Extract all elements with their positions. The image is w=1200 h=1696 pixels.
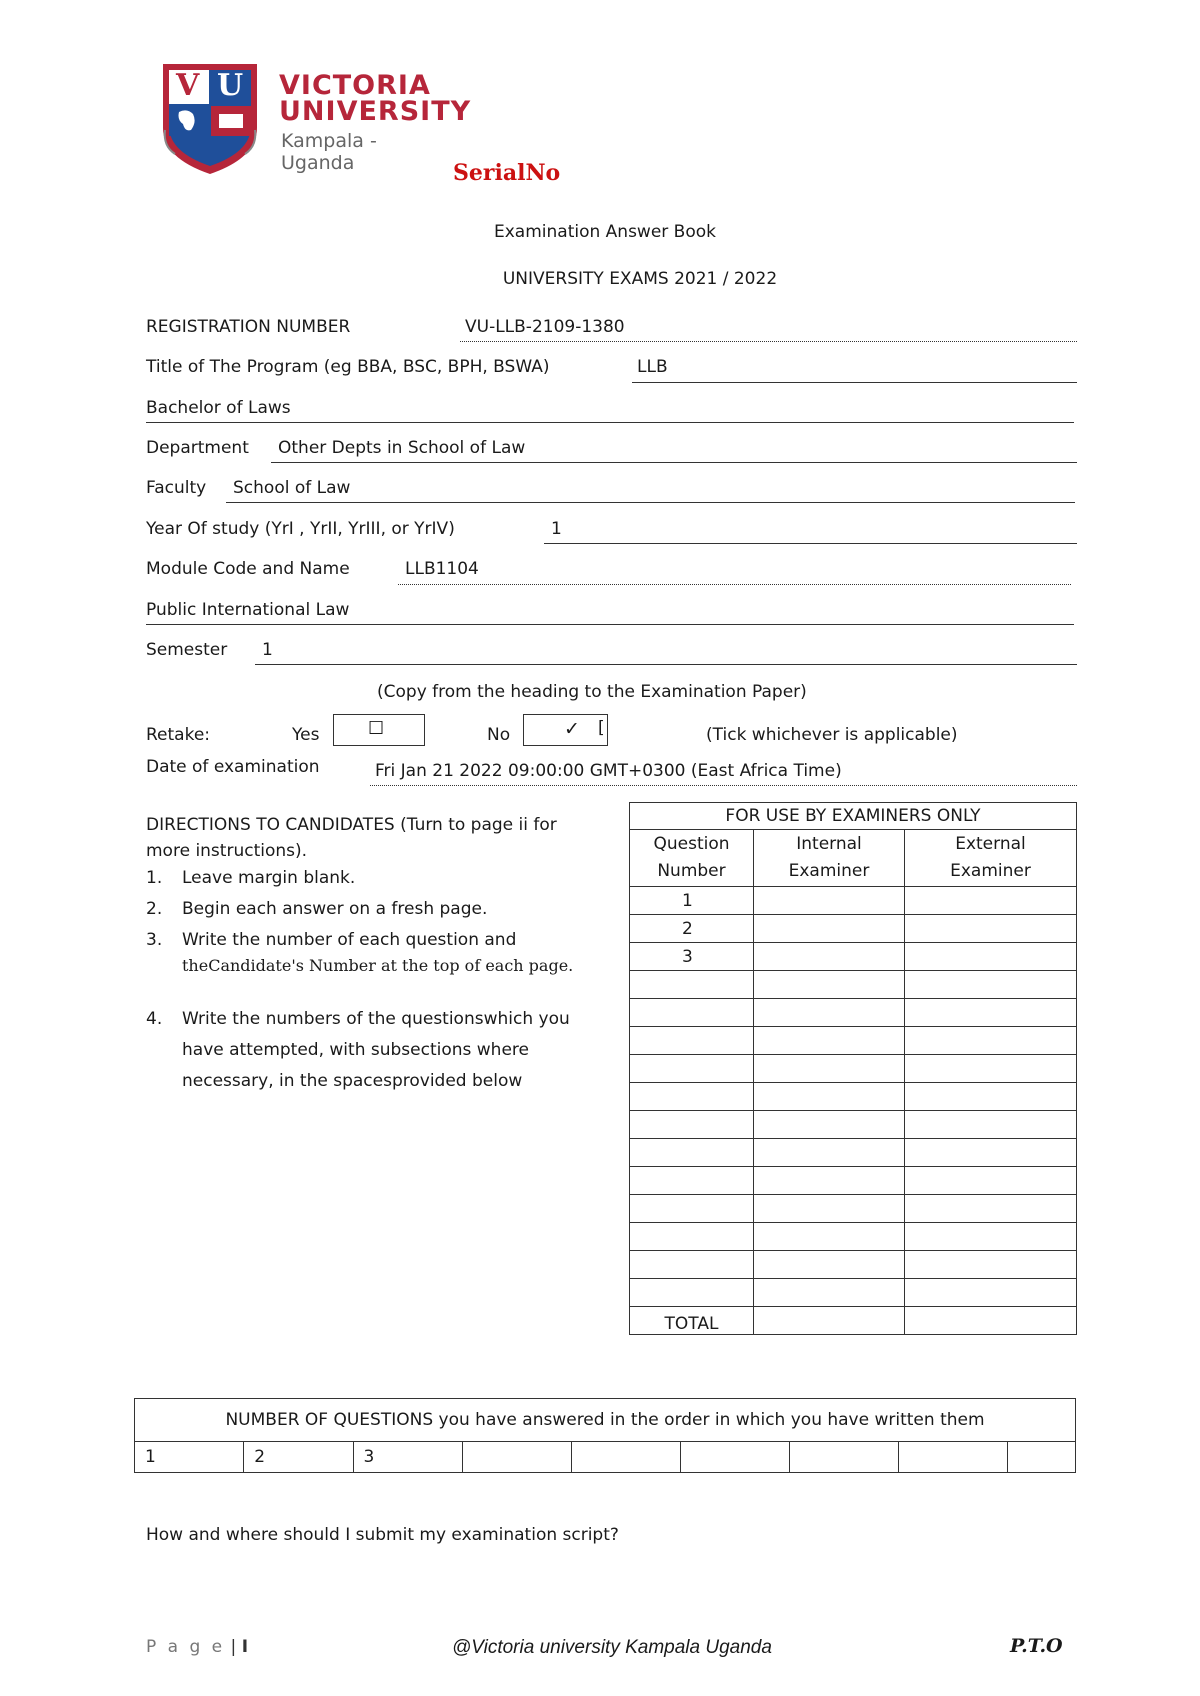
external-examiner-cell[interactable]	[905, 1055, 1077, 1083]
date-line	[370, 785, 1077, 786]
col-question-line2: Number	[657, 861, 726, 881]
examiners-table-row	[630, 1111, 1077, 1139]
question-order-cell[interactable]	[680, 1442, 789, 1473]
reg-value[interactable]: VU-LLB-2109-1380	[465, 317, 625, 337]
external-examiner-cell[interactable]	[905, 915, 1077, 943]
total-external-cell[interactable]	[905, 1307, 1077, 1335]
question-order-cell[interactable]: 1	[135, 1442, 244, 1473]
examiners-table-row	[630, 915, 1077, 943]
logo-name-line1: VICTORIA	[279, 70, 431, 101]
direction-text-cont: theCandidate's Number at the top of each page.	[182, 956, 574, 975]
internal-examiner-cell[interactable]	[754, 1027, 905, 1055]
examiners-table-row	[630, 1083, 1077, 1111]
internal-examiner-cell[interactable]	[754, 1279, 905, 1307]
external-examiner-cell[interactable]	[905, 1139, 1077, 1167]
logo-letter-v: V	[176, 68, 200, 103]
faculty-label: Faculty	[146, 478, 207, 498]
internal-examiner-cell[interactable]	[754, 915, 905, 943]
external-examiner-cell[interactable]	[905, 1251, 1077, 1279]
external-examiner-cell[interactable]	[905, 1027, 1077, 1055]
program-label: Title of The Program (eg BBA, BSC, BPH, BSWA)	[146, 357, 550, 377]
internal-examiner-cell[interactable]	[754, 943, 905, 971]
tick-note: (Tick whichever is applicable)	[706, 725, 958, 745]
col-internal-line2: Examiner	[788, 861, 870, 881]
question-number-cell: 3	[630, 943, 754, 971]
col-question-header	[630, 830, 754, 887]
external-examiner-cell[interactable]	[905, 999, 1077, 1027]
col-internal-line1: Internal	[796, 834, 862, 854]
question-order-cell[interactable]	[1008, 1442, 1076, 1473]
question-number-cell	[630, 1167, 754, 1195]
checkbox-empty-icon: ☐	[368, 718, 385, 739]
footer-page-num: I	[241, 1637, 249, 1657]
questions-answered-table	[134, 1398, 1076, 1473]
department-value[interactable]: Other Depts in School of Law	[278, 438, 526, 458]
footer-page	[146, 1637, 248, 1657]
direction-item	[146, 899, 488, 919]
serial-label: SerialNo	[453, 160, 561, 186]
internal-examiner-cell[interactable]	[754, 999, 905, 1027]
directions-heading-2: more instructions).	[146, 841, 308, 861]
direction-text: Write the numbers of the questionswhich you	[182, 1009, 570, 1029]
retake-label: Retake:	[146, 725, 211, 745]
faculty-value[interactable]: School of Law	[233, 478, 351, 498]
examiners-table-title: FOR USE BY EXAMINERS ONLY	[630, 803, 1077, 830]
reg-line	[460, 341, 1077, 342]
year-label: Year Of study (YrI , YrII, YrIII, or YrIV)	[146, 519, 455, 539]
external-examiner-cell[interactable]	[905, 1223, 1077, 1251]
question-number-cell	[630, 1055, 754, 1083]
examiners-table-row	[630, 1167, 1077, 1195]
question-number-cell	[630, 999, 754, 1027]
examiners-table-row	[630, 971, 1077, 999]
examiners-table-row	[630, 1223, 1077, 1251]
module-name[interactable]: Public International Law	[146, 600, 350, 620]
col-question-line1: Question	[653, 834, 730, 854]
direction-text-cont: have attempted, with subsections where	[182, 1040, 529, 1060]
directions-heading-1: DIRECTIONS TO CANDIDATES (Turn to page ii for	[146, 815, 557, 835]
direction-text-cont: necessary, in the spacesprovided below	[182, 1071, 523, 1091]
question-order-cell[interactable]	[571, 1442, 680, 1473]
direction-text: Begin each answer on a fresh page.	[182, 899, 488, 919]
question-number-cell	[630, 1111, 754, 1139]
semester-value[interactable]: 1	[262, 640, 273, 660]
total-label: TOTAL	[630, 1307, 754, 1335]
program-line	[632, 382, 1077, 383]
university-logo	[155, 58, 472, 178]
directions	[146, 812, 616, 864]
checkmark-icon: ✓	[564, 718, 580, 740]
question-number-cell	[630, 1195, 754, 1223]
examiners-table	[629, 802, 1077, 1335]
question-number-cell	[630, 1223, 754, 1251]
examiners-table-row	[630, 943, 1077, 971]
year-line	[544, 543, 1077, 544]
question-number-cell	[630, 1027, 754, 1055]
question-number-cell	[630, 1251, 754, 1279]
checkbox-bracket: [	[598, 718, 605, 738]
internal-examiner-cell[interactable]	[754, 1083, 905, 1111]
submit-question: How and where should I submit my examination script?	[146, 1525, 619, 1545]
direction-num: 1.	[146, 868, 163, 888]
external-examiner-cell[interactable]	[905, 1195, 1077, 1223]
internal-examiner-cell[interactable]	[754, 1251, 905, 1279]
exam-title: UNIVERSITY EXAMS 2021 / 2022	[502, 269, 778, 289]
total-internal-cell[interactable]	[754, 1307, 905, 1335]
external-examiner-cell[interactable]	[905, 887, 1077, 915]
department-label: Department	[146, 438, 249, 458]
external-examiner-cell[interactable]	[905, 1111, 1077, 1139]
shield-icon	[155, 58, 265, 178]
logo-location: Kampala - Uganda	[281, 130, 377, 174]
module-code-line	[398, 584, 1071, 585]
department-line	[271, 462, 1077, 463]
col-external-header	[905, 830, 1077, 887]
footer-page-sep: |	[230, 1637, 237, 1657]
question-number-cell	[630, 1139, 754, 1167]
module-code[interactable]: LLB1104	[405, 559, 479, 579]
examiners-table-row	[630, 1055, 1077, 1083]
copy-note: (Copy from the heading to the Examination Paper)	[377, 682, 807, 702]
direction-text: Leave margin blank.	[182, 868, 356, 888]
internal-examiner-cell[interactable]	[754, 1139, 905, 1167]
footer-copyright: @Victoria university Kampala Uganda	[452, 1637, 772, 1658]
internal-examiner-cell[interactable]	[754, 971, 905, 999]
question-order-cell[interactable]	[789, 1442, 898, 1473]
external-examiner-cell[interactable]	[905, 943, 1077, 971]
examiners-table-row	[630, 1251, 1077, 1279]
semester-label: Semester	[146, 640, 228, 660]
footer-page-label: P a g e	[146, 1637, 226, 1657]
questions-table-row	[135, 1442, 1076, 1473]
external-examiner-cell[interactable]	[905, 1083, 1077, 1111]
no-label: No	[487, 725, 511, 745]
question-order-cell[interactable]	[898, 1442, 1007, 1473]
faculty-line	[226, 502, 1075, 503]
program-full-line	[146, 422, 1074, 423]
module-name-line	[146, 624, 1074, 625]
col-external-line1: External	[955, 834, 1026, 854]
internal-examiner-cell[interactable]	[754, 1111, 905, 1139]
direction-text: Write the number of each question and	[182, 930, 517, 950]
question-number-cell: 1	[630, 887, 754, 915]
examiners-table-row	[630, 887, 1077, 915]
book-title: Examination Answer Book	[494, 222, 716, 242]
question-number-cell	[630, 1083, 754, 1111]
internal-examiner-cell[interactable]	[754, 1195, 905, 1223]
questions-table-title: NUMBER OF QUESTIONS you have answered in the order in which you have written them	[135, 1399, 1076, 1442]
semester-line	[255, 664, 1077, 665]
col-external-line2: Examiner	[950, 861, 1031, 881]
examiners-table-row	[630, 1279, 1077, 1307]
yes-label: Yes	[292, 725, 320, 745]
direction-item	[146, 1009, 570, 1091]
program-full[interactable]: Bachelor of Laws	[146, 398, 291, 418]
module-label: Module Code and Name	[146, 559, 350, 579]
direction-num: 4.	[146, 1009, 163, 1029]
direction-item	[146, 930, 574, 975]
external-examiner-cell[interactable]	[905, 971, 1077, 999]
question-number-cell	[630, 971, 754, 999]
question-number-cell	[630, 1279, 754, 1307]
direction-item	[146, 868, 356, 888]
logo-name-line2: UNIVERSITY	[279, 96, 472, 127]
internal-examiner-cell[interactable]	[754, 1055, 905, 1083]
internal-examiner-cell[interactable]	[754, 1167, 905, 1195]
examiners-table-row	[630, 999, 1077, 1027]
internal-examiner-cell[interactable]	[754, 1223, 905, 1251]
retake-yes-checkbox[interactable]	[333, 714, 425, 746]
program-value[interactable]: LLB	[637, 357, 668, 377]
logo-letter-u: U	[217, 68, 244, 103]
date-label: Date of examination	[146, 757, 320, 777]
retake-no-checkbox[interactable]	[523, 714, 608, 746]
question-order-cell[interactable]: 2	[244, 1442, 353, 1473]
question-number-cell: 2	[630, 915, 754, 943]
direction-num: 3.	[146, 930, 163, 950]
examiners-table-body	[630, 887, 1077, 1307]
external-examiner-cell[interactable]	[905, 1279, 1077, 1307]
col-internal-header	[754, 830, 905, 887]
question-order-cell[interactable]: 3	[353, 1442, 462, 1473]
examiners-table-row	[630, 1195, 1077, 1223]
internal-examiner-cell[interactable]	[754, 887, 905, 915]
footer-pto: P.T.O	[1010, 1635, 1063, 1657]
reg-label: REGISTRATION NUMBER	[146, 317, 351, 337]
direction-num: 2.	[146, 899, 163, 919]
date-value[interactable]: Fri Jan 21 2022 09:00:00 GMT+0300 (East Africa Time)	[375, 761, 842, 781]
examiners-table-row	[630, 1027, 1077, 1055]
external-examiner-cell[interactable]	[905, 1167, 1077, 1195]
year-value[interactable]: 1	[551, 519, 562, 539]
examiners-table-row	[630, 1139, 1077, 1167]
question-order-cell[interactable]	[462, 1442, 571, 1473]
